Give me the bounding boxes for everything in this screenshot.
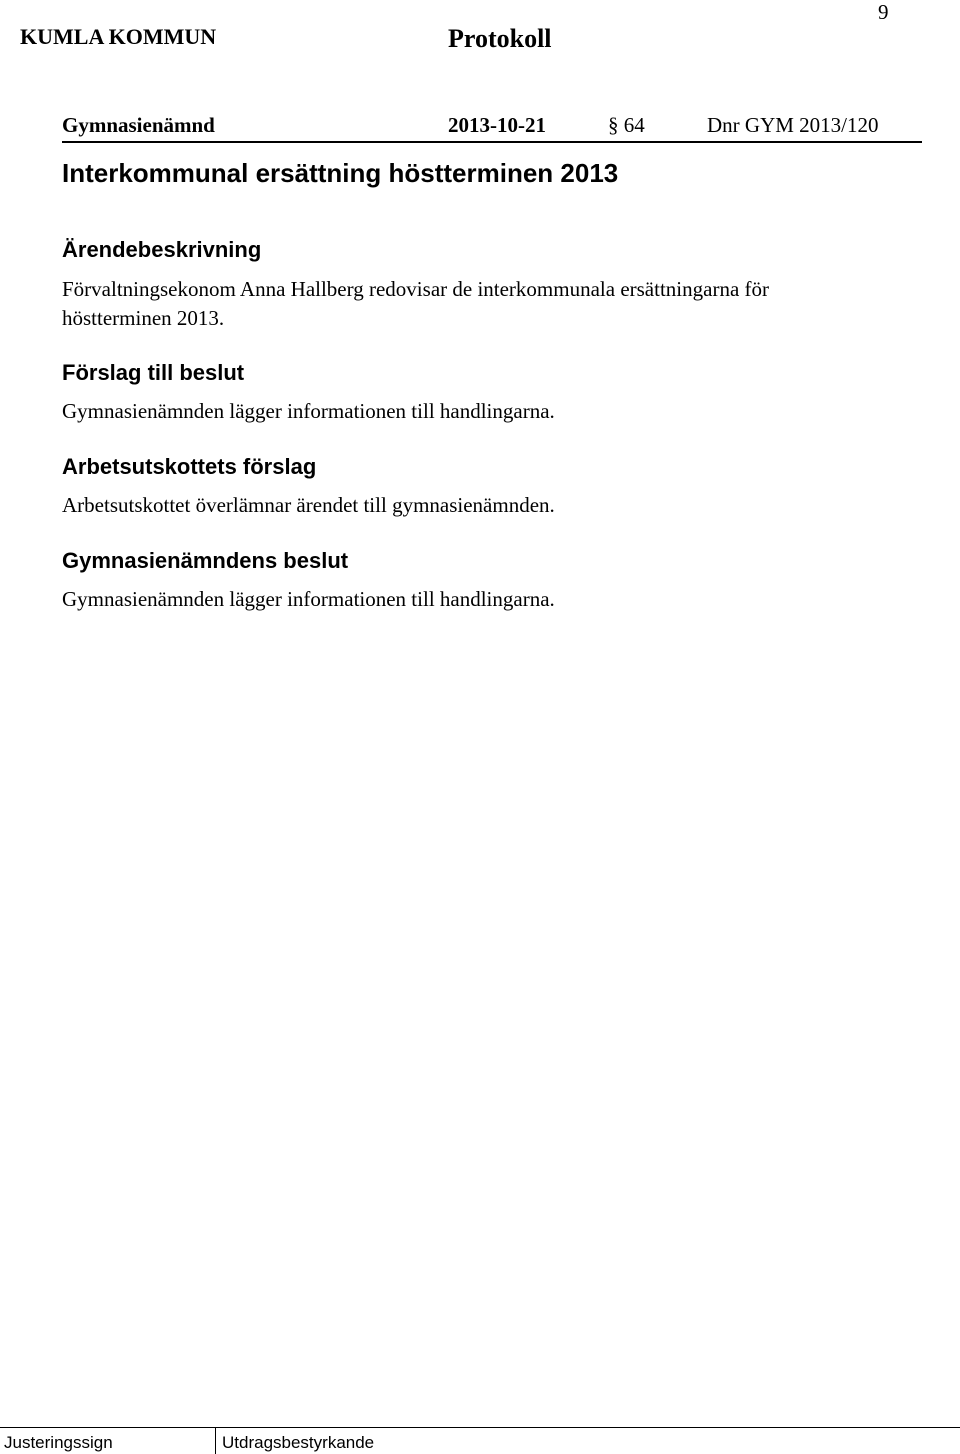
organization-name: KUMLA KOMMUN <box>20 24 217 49</box>
document-type: Protokoll <box>448 24 552 53</box>
section-heading-decision: Gymnasienämndens beslut <box>62 548 349 573</box>
section-heading-proposal: Förslag till beslut <box>62 360 245 385</box>
diary-number: Dnr GYM 2013/120 <box>707 113 879 137</box>
section-text-description-line-2: höstterminen 2013. <box>62 306 225 330</box>
footer-signature-label: Justeringssign <box>4 1433 113 1452</box>
section-text-proposal: Gymnasienämnden lägger informationen till handlingarna. <box>62 399 555 423</box>
case-title: Interkommunal ersättning höstterminen 2013 <box>62 158 619 188</box>
meeting-info-line <box>62 113 922 143</box>
paragraph-number: § 64 <box>608 113 645 137</box>
meeting-date: 2013-10-21 <box>448 113 546 137</box>
section-heading-committee-proposal: Arbetsutskottets förslag <box>62 454 317 479</box>
section-text-decision: Gymnasienämnden lägger informationen till handlingarna. <box>62 587 555 611</box>
footer-certification-label: Utdragsbestyrkande <box>222 1433 375 1452</box>
section-text-committee-proposal: Arbetsutskottet överlämnar ärendet till gymnasienämnden. <box>62 493 555 517</box>
page-number: 9 <box>878 0 889 24</box>
footer-divider <box>0 1427 960 1428</box>
footer-column-divider <box>215 1427 216 1454</box>
committee-name: Gymnasienämnd <box>62 113 215 137</box>
section-heading-description: Ärendebeskrivning <box>62 237 262 262</box>
section-text-description-line-1: Förvaltningsekonom Anna Hallberg redovisar de interkommunala ersättningarna för <box>62 277 770 301</box>
